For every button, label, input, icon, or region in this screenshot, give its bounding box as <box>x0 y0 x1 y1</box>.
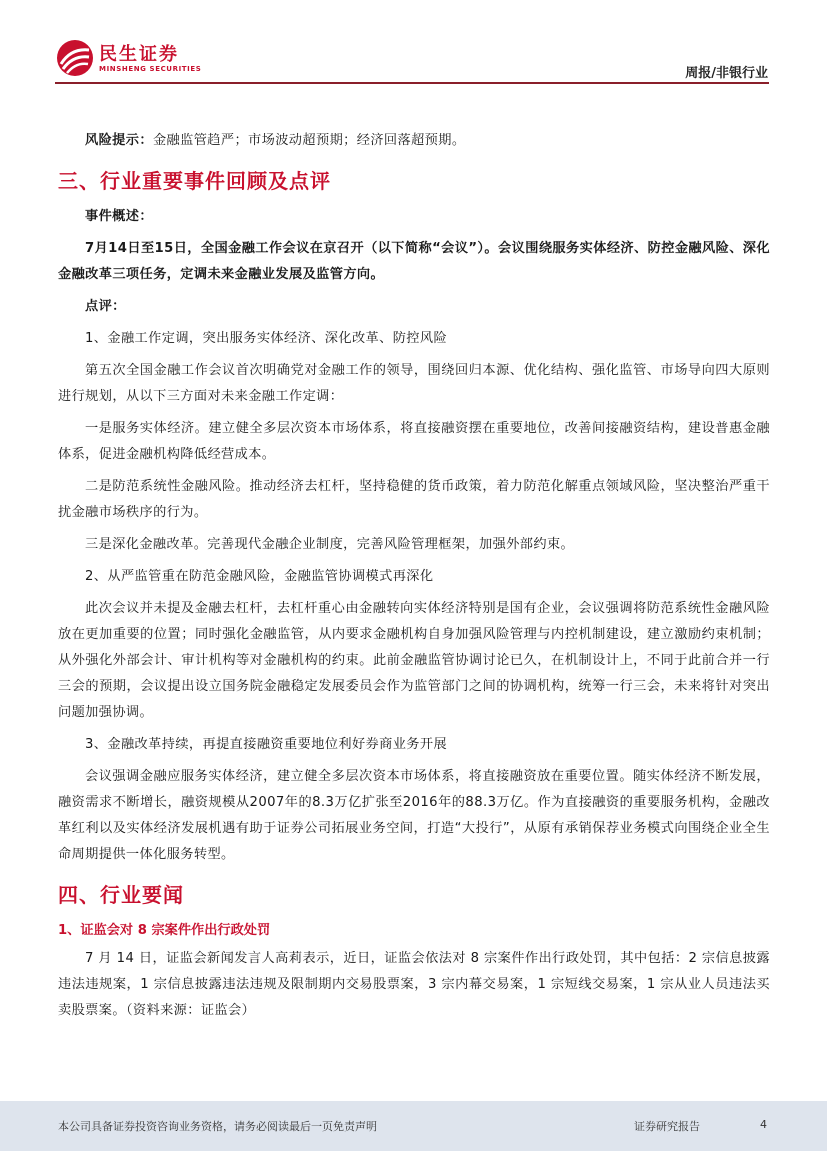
comment-label: 点评： <box>85 299 126 314</box>
point2-title: 2、从严监管重在防范金融风险，金融监管协调模式再深化 <box>85 569 434 584</box>
page-number: 4 <box>760 1118 767 1131</box>
risk-warning <box>58 128 770 154</box>
footer-disclaimer: 本公司具备证券投资咨询业务资格，请务必阅读最后一页免责声明 <box>58 1120 377 1133</box>
page-footer <box>0 1101 827 1151</box>
point3-title: 3、金融改革持续，再提直接融资重要地位利好券商业务开展 <box>85 737 448 752</box>
overview-label: 事件概述： <box>85 209 153 224</box>
point1-b: 二是防范系统性金融风险。推动经济去杠杆，坚持稳健的货币政策，着力防范化解重点领域风险，坚决整治严重干扰金融市场秩序的行为。 <box>58 479 770 520</box>
header-divider <box>55 82 769 84</box>
overview-text: 7月14日至15日，全国金融工作会议在京召开（以下简称“会议”）。会议围绕服务实体经济、防控金融风险、深化金融改革三项任务，定调未来金融业发展及监管方向。 <box>58 241 770 282</box>
point1-a: 一是服务实体经济。建立健全多层次资本市场体系，将直接融资摆在重要地位，改善间接融资结构，建设普惠金融体系，促进金融机构降低经营成本。 <box>58 421 770 462</box>
point1-intro: 第五次全国金融工作会议首次明确党对金融工作的领导，围绕回归本源、优化结构、强化监管、市场导向四大原则进行规划，从以下三方面对未来金融工作定调： <box>58 363 770 404</box>
footer-doc-type: 证券研究报告 <box>634 1120 700 1133</box>
point1-c: 三是深化金融改革。完善现代金融企业制度，完善风险管理框架，加强外部约束。 <box>85 537 575 552</box>
minsheng-logo-icon <box>55 38 95 78</box>
risk-text: 金融监管趋严；市场波动超预期；经济回落超预期。 <box>152 133 466 148</box>
logo-name-en: MINSHENG SECURITIES <box>99 65 202 73</box>
risk-label: 风险提示： <box>85 133 153 148</box>
main-content <box>58 128 770 1024</box>
point2-text: 此次会议并未提及金融去杠杆，去杠杆重心由金融转向实体经济特别是国有企业，会议强调将防范系统性金融风险放在更加重要的位置；同时强化金融监管，从内要求金融机构自身加强风险管理与内控机制建设，建立激励约束机制；从外强化外部会计、审计机构等对金融机构的约束。此前金融监管协调讨论已久，在机制设计上，不同于此前合并一行三会的预期，会议提出设立国务院金融稳定发展委员会作为监管部门之间的协调机构，统筹一行三会，未来将针对突出问题加强协调。 <box>58 601 770 720</box>
logo <box>55 38 205 78</box>
point3-text: 会议强调金融应服务实体经济，建立健全多层次资本市场体系，将直接融资放在重要位置。随实体经济不断发展，融资需求不断增长，融资规模从2007年的8.3万亿扩张至2016年的88.3万亿。作为直接融资的重要服务机构，金融改革红利以及实体经济发展机遇有助于证券公司拓展业务空间，打造“大投行”，从原有承销保荐业务模式向围绕企业全生命周期提供一体化服务转型。 <box>58 769 770 862</box>
news1-text: 7 月 14 日，证监会新闻发言人高莉表示，近日，证监会依法对 8 宗案件作出行政处罚，其中包括：2 宗信息披露违法违规案，1 宗信息披露违法违规及限制期内交易股票案，3 宗内幕交易案，1 宗短线交易案，1 宗从业人员违法买卖股票案。（资料来源：证监会） <box>58 951 770 1018</box>
section3-title: 三、行业重要事件回顾及点评 <box>58 169 331 193</box>
section4-title: 四、行业要闻 <box>58 883 184 907</box>
page-header <box>0 0 827 90</box>
news1-title: 1、证监会对 8 宗案件作出行政处罚 <box>58 923 271 938</box>
logo-name-cn: 民生证券 <box>99 44 179 65</box>
point1-title: 1、金融工作定调，突出服务实体经济、深化改革、防控风险 <box>85 331 448 346</box>
report-type: 周报/非银行业 <box>685 66 768 81</box>
